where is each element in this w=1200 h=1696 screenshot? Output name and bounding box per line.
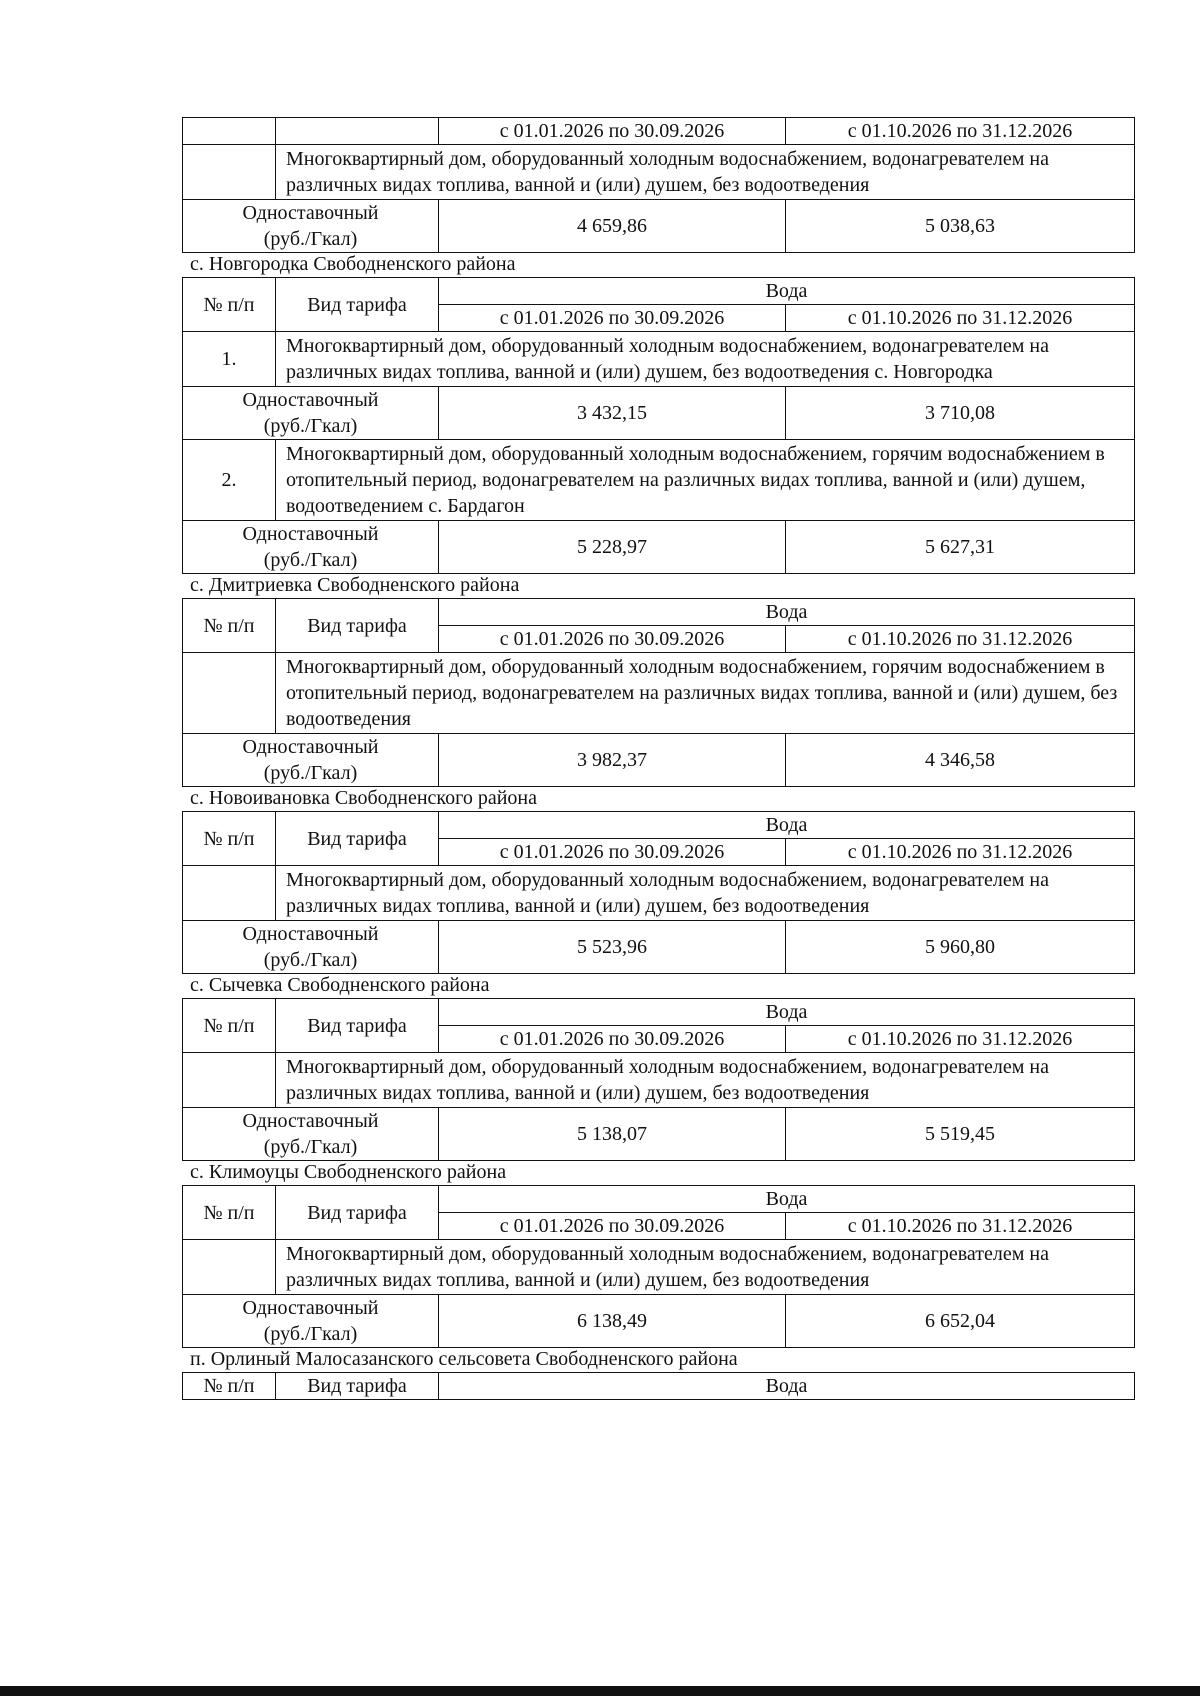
tariff-table-dmitrievka [182, 598, 1135, 787]
tariff-value-period1: 4 659,86 [439, 200, 786, 253]
period1-header: с 01.01.2026 по 30.09.2026 [439, 1026, 786, 1053]
water-header: Вода [439, 999, 1135, 1026]
period2-header: с 01.10.2026 по 31.12.2026 [786, 1026, 1135, 1053]
kind-header: Вид тарифа [276, 599, 439, 653]
tariff-value-period1: 3 432,15 [439, 387, 786, 440]
tariff-value-period2: 5 519,45 [786, 1108, 1135, 1161]
row-number [183, 1053, 276, 1108]
row-number [183, 1240, 276, 1295]
kind-header: Вид тарифа [276, 278, 439, 332]
tariff-table-novgorodka [182, 277, 1135, 574]
tariff-value-period1: 5 138,07 [439, 1108, 786, 1161]
kind-header: Вид тарифа [276, 812, 439, 866]
period1-header: с 01.01.2026 по 30.09.2026 [439, 839, 786, 866]
tariff-table-novoivanovka [182, 811, 1135, 974]
section-title-klimoutsy: с. Климоуцы Свободненского района [190, 1161, 507, 1183]
rate-type-line1: Одноставочный [242, 1110, 379, 1132]
rate-type [183, 1108, 439, 1161]
section-title-orliny: п. Орлиный Малосазанского сельсовета Свободненского района [190, 1348, 738, 1370]
rate-type [183, 1295, 439, 1348]
tariff-value-period2: 6 652,04 [786, 1295, 1135, 1348]
period2-header: с 01.10.2026 по 31.12.2026 [786, 839, 1135, 866]
num-header: № п/п [183, 812, 276, 866]
tariff-document [182, 117, 1134, 1400]
tariff-value-period1: 5 523,96 [439, 921, 786, 974]
row-number: 2. [183, 440, 276, 521]
rate-type [183, 521, 439, 574]
rate-type-line1: Одноставочный [242, 202, 379, 224]
row-number: 1. [183, 332, 276, 387]
period2-header: с 01.10.2026 по 31.12.2026 [786, 118, 1135, 145]
scan-edge-bar [0, 1686, 1200, 1696]
period2-header: с 01.10.2026 по 31.12.2026 [786, 626, 1135, 653]
row-number [183, 145, 276, 200]
tariff-value-period2: 3 710,08 [786, 387, 1135, 440]
water-header: Вода [439, 599, 1135, 626]
rate-type-line2: (руб./Гкал) [263, 1323, 358, 1345]
period1-header: с 01.01.2026 по 30.09.2026 [439, 305, 786, 332]
period1-header: с 01.01.2026 по 30.09.2026 [439, 626, 786, 653]
period1-header: с 01.01.2026 по 30.09.2026 [439, 118, 786, 145]
tariff-value-period2: 5 627,31 [786, 521, 1135, 574]
water-header: Вода [439, 278, 1135, 305]
rate-type-line1: Одноставочный [242, 389, 379, 411]
rate-type [183, 921, 439, 974]
kind-header: Вид тарифа [276, 1373, 439, 1400]
rate-type-line2: (руб./Гкал) [263, 1136, 358, 1158]
section-title-dmitrievka: с. Дмитриевка Свободненского района [190, 574, 520, 596]
rate-type-line2: (руб./Гкал) [263, 949, 358, 971]
section-title-novgorodka: с. Новгородка Свободненского района [190, 253, 516, 275]
tariff-table-orliny [182, 1372, 1135, 1400]
building-description: Многоквартирный дом, оборудованный холодным водоснабжением, водонагревателем на различных видах топлива, ванной и (или) душем, без водоотведения [276, 145, 1135, 200]
rate-type-line1: Одноставочный [242, 736, 379, 758]
period2-header: с 01.10.2026 по 31.12.2026 [786, 305, 1135, 332]
tariff-value-period1: 3 982,37 [439, 734, 786, 787]
tariff-value-period1: 5 228,97 [439, 521, 786, 574]
water-header: Вода [439, 1186, 1135, 1213]
rate-type-line2: (руб./Гкал) [263, 415, 358, 437]
rate-type-line2: (руб./Гкал) [263, 549, 358, 571]
rate-type-line2: (руб./Гкал) [263, 228, 358, 250]
building-description: Многоквартирный дом, оборудованный холодным водоснабжением, водонагревателем на различных видах топлива, ванной и (или) душем, без водоотведения [276, 1053, 1135, 1108]
rate-type-line2: (руб./Гкал) [263, 762, 358, 784]
kind-header: Вид тарифа [276, 999, 439, 1053]
section-title-sychevka: с. Сычевка Свободненского района [190, 974, 490, 996]
num-header: № п/п [183, 599, 276, 653]
building-description: Многоквартирный дом, оборудованный холодным водоснабжением, водонагревателем на различных видах топлива, ванной и (или) душем, без водоотведения [276, 1240, 1135, 1295]
kind-header: Вид тарифа [276, 1186, 439, 1240]
rate-type-line1: Одноставочный [242, 923, 379, 945]
empty-cell [276, 118, 439, 145]
num-header: № п/п [183, 1373, 276, 1400]
num-header: № п/п [183, 1186, 276, 1240]
row-number [183, 653, 276, 734]
rate-type [183, 200, 439, 253]
period1-header: с 01.01.2026 по 30.09.2026 [439, 1213, 786, 1240]
num-header: № п/п [183, 278, 276, 332]
section-title-novoivanovka: с. Новоивановка Свободненского района [190, 787, 537, 809]
building-description: Многоквартирный дом, оборудованный холодным водоснабжением, водонагревателем на различных видах топлива, ванной и (или) душем, без водоотведения [276, 866, 1135, 921]
building-description: Многоквартирный дом, оборудованный холодным водоснабжением, горячим водоснабжением в отопительный период, водонагревателем на различных видах топлива, ванной и (или) душем, водоотведением с. Бардагон [276, 440, 1135, 521]
num-header: № п/п [183, 999, 276, 1053]
tariff-table-continued [182, 117, 1135, 253]
rate-type-line1: Одноставочный [242, 523, 379, 545]
period2-header: с 01.10.2026 по 31.12.2026 [786, 1213, 1135, 1240]
tariff-value-period1: 6 138,49 [439, 1295, 786, 1348]
tariff-table-sychevka [182, 998, 1135, 1161]
tariff-value-period2: 5 038,63 [786, 200, 1135, 253]
rate-type [183, 734, 439, 787]
tariff-value-period2: 5 960,80 [786, 921, 1135, 974]
tariff-value-period2: 4 346,58 [786, 734, 1135, 787]
building-description: Многоквартирный дом, оборудованный холодным водоснабжением, водонагревателем на различных видах топлива, ванной и (или) душем, без водоотведения с. Новгородка [276, 332, 1135, 387]
tariff-table-klimoutsy [182, 1185, 1135, 1348]
water-header: Вода [439, 812, 1135, 839]
row-number [183, 866, 276, 921]
empty-cell [183, 118, 276, 145]
rate-type [183, 387, 439, 440]
water-header: Вода [439, 1373, 1135, 1400]
rate-type-line1: Одноставочный [242, 1297, 379, 1319]
building-description: Многоквартирный дом, оборудованный холодным водоснабжением, горячим водоснабжением в отопительный период, водонагревателем на различных видах топлива, ванной и (или) душем, без водоотведения [276, 653, 1135, 734]
